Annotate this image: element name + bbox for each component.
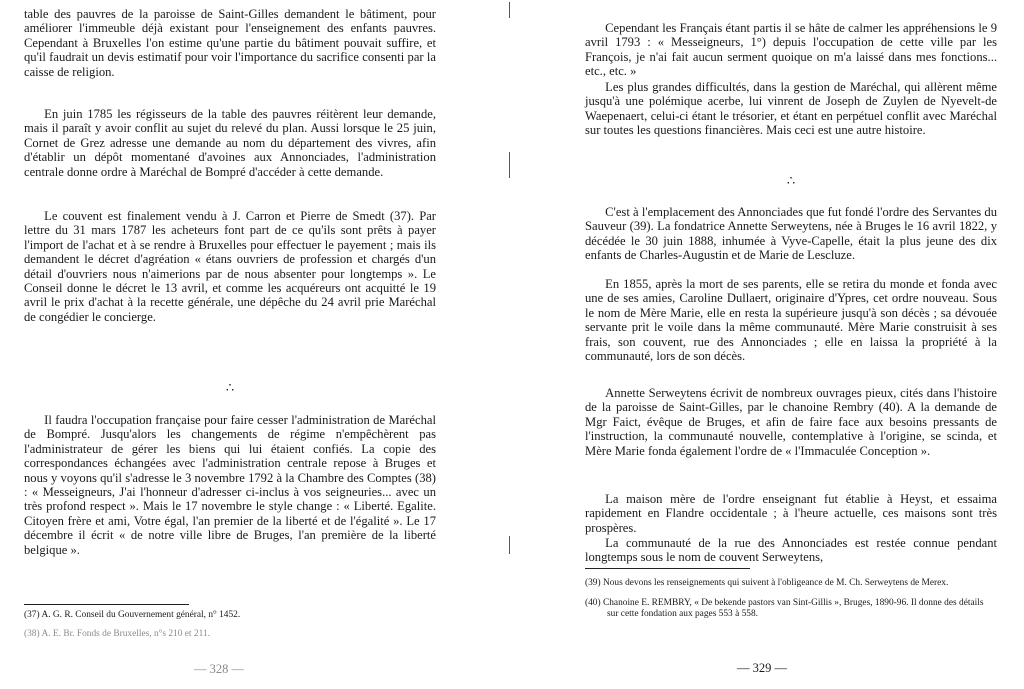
paragraph: En juin 1785 les régisseurs de la table des pauvres réitèrent leur demande, mais il paraît y avoir conflit au sujet du relevé du plan. Aussi lorsque le 25 juin, Cornet de Grez adresse une demande au nom du département des vivres, afin d'établir un dépôt momentané d'avoines aux Annonciades, l'administration centrale donne ordre à Maréchal de Bompré d'accéder à cette demande. — [24, 107, 436, 179]
book-gutter — [509, 0, 511, 689]
paragraph: C'est à l'emplacement des Annonciades que fut fondé l'ordre des Servantes du Sauveur (39). La fondatrice Annette Serweytens, née à Bruges le 16 avril 1822, y décédée le 30 juin 1888, inhumée à Vyve-Capelle, était la plus jeune des dix enfants de Charles-Augustin et de Marie de Lescluze. — [585, 205, 997, 263]
section-separator: ∴ — [225, 380, 235, 395]
paragraph: La communauté de la rue des Annonciades est restée connue pendant longtemps sous le nom de couvent Serweytens, — [585, 536, 997, 565]
footnotes-left — [24, 604, 436, 640]
paragraph: table des pauvres de la paroisse de Saint-Gilles demandent le bâtiment, pour améliorer l'immeuble déjà existant pour l'enseignement des enfants pauvres. Cependant à Bruxelles l'on estime qu'une partie du bâtiment pouvait suffire, et qu'il faudrait un devis estimatif pour voir l'importance du sacrifice consenti par la caisse de religion. — [24, 7, 436, 79]
paragraph: La maison mère de l'ordre enseignant fut établie à Heyst, et essaima rapidement en Flandre occidentale ; à l'heure actuelle, ces maisons sont très prospères. — [585, 492, 997, 535]
paragraph: Les plus grandes difficultés, dans la gestion de Maréchal, qui allèrent même jusqu'à une polémique acerbe, lui vinrent de Joseph de Zuylen de Nyevelt-de Waepenaert, celui-ci étant le trésorier, et étant en perpétuel conflit avec Maréchal sur toutes les questions financières. Mais ceci est une autre histoire. — [585, 80, 997, 138]
paragraph: Annette Serweytens écrivit de nombreux ouvrages pieux, cités dans l'histoire de la paroisse de Saint-Gilles, par le chanoine Rembry (40). A la demande de Mgr Faict, évêque de Bruges, et afin de faire face aux besoins pressants de l'instruction, la communauté nouvelle, contemplative à l'origine, se scinda, et Mère Marie fonda également l'ordre de « l'Immaculée Conception ». — [585, 386, 997, 458]
footnote-rule — [585, 568, 750, 569]
page-number-left: — 328 — — [194, 662, 244, 676]
footnote-39: (39) Nous devons les renseignements qui suivent à l'obligeance de M. Ch. Serweytens de Merex. — [585, 578, 949, 588]
footnote-37: (37) A. G. R. Conseil du Gouvernement général, n° 1452. — [24, 610, 241, 620]
footnote-rule — [24, 604, 189, 605]
paragraph: Cependant les Français étant partis il se hâte de calmer les appréhensions le 9 avril 1793 : « Messeigneurs, 1°) depuis l'occupation de cette ville par les François, je n'ai fait aucun serment quoique on m'a laissé dans mes fonctions... etc., etc. » — [585, 21, 997, 79]
footnote-38: (38) A. E. Br. Fonds de Bruxelles, n°s 210 et 211. — [24, 628, 210, 639]
paragraph: En 1855, après la mort de ses parents, elle se retira du monde et fonda avec une de ses amies, Caroline Dullaert, originaire d'Ypres, cet ordre nouveau. Sous le nom de Mère Marie, elle en resta la supérieure jusqu'à son décès ; sa dévouée servante prit le voile dans la même communauté. Mère Marie construisit à ses frais, son couvent, rue des Annonciades ; elle en laissa la propriété à la communauté, lors de son décès. — [585, 277, 997, 364]
footnote-40: (40) Chanoine E. REMBRY, « De bekende pastors van Sint-Gillis », Bruges, 1890-96. Il donne des détails sur cette fondation aux pages 553 à 558. — [585, 597, 984, 619]
paragraph: Le couvent est finalement vendu à J. Carron et Pierre de Smedt (37). Par lettre du 31 mars 1787 les acheteurs font part de ce qu'ils sont prêts à payer l'import de l'achat et à se rendre à Bruxelles pour effectuer le payement ; mais ils demandent le décret d'agréation « étans ouvriers de profession et chargés d'un détail d'ouvriers nous n'aimerions par de nous absenter pour longtemps ». Le Conseil donne le décret le 13 avril, et comme les acquéreurs ont acquitté le 19 avril le prix d'achat à la recette générale, une dépêche du 24 avril prie Maréchal de congédier le concierge. — [24, 209, 436, 324]
page-number-right: — 329 — — [737, 661, 787, 675]
paragraph: Il faudra l'occupation française pour faire cesser l'administration de Maréchal de Bompré. Jusqu'alors les changements de régime n'empêchèrent pas l'administrateur de gérer les biens qui lui étaient confiés. La copie des correspondances échangées avec l'administration centrale repose à Bruges et nous y voyons qu'il s'adresse le 3 novembre 1792 à la Chambre des Comptes (38) : « Messeigneurs, J'ai l'honneur d'adresser ci-inclus à vos seigneuries... avec un très profond respect ». Mais le 17 novembre le style change : « Liberté. Egalite. Citoyen frère et ami, Votre égal, l'an premier de la liberté et de l'égalité ». Le 17 décembre il écrit « de notre ville libre de Bruges, l'an première de la liberté belgique ». — [24, 413, 436, 557]
section-separator: ∴ — [786, 173, 796, 188]
footnotes-right — [585, 568, 997, 621]
